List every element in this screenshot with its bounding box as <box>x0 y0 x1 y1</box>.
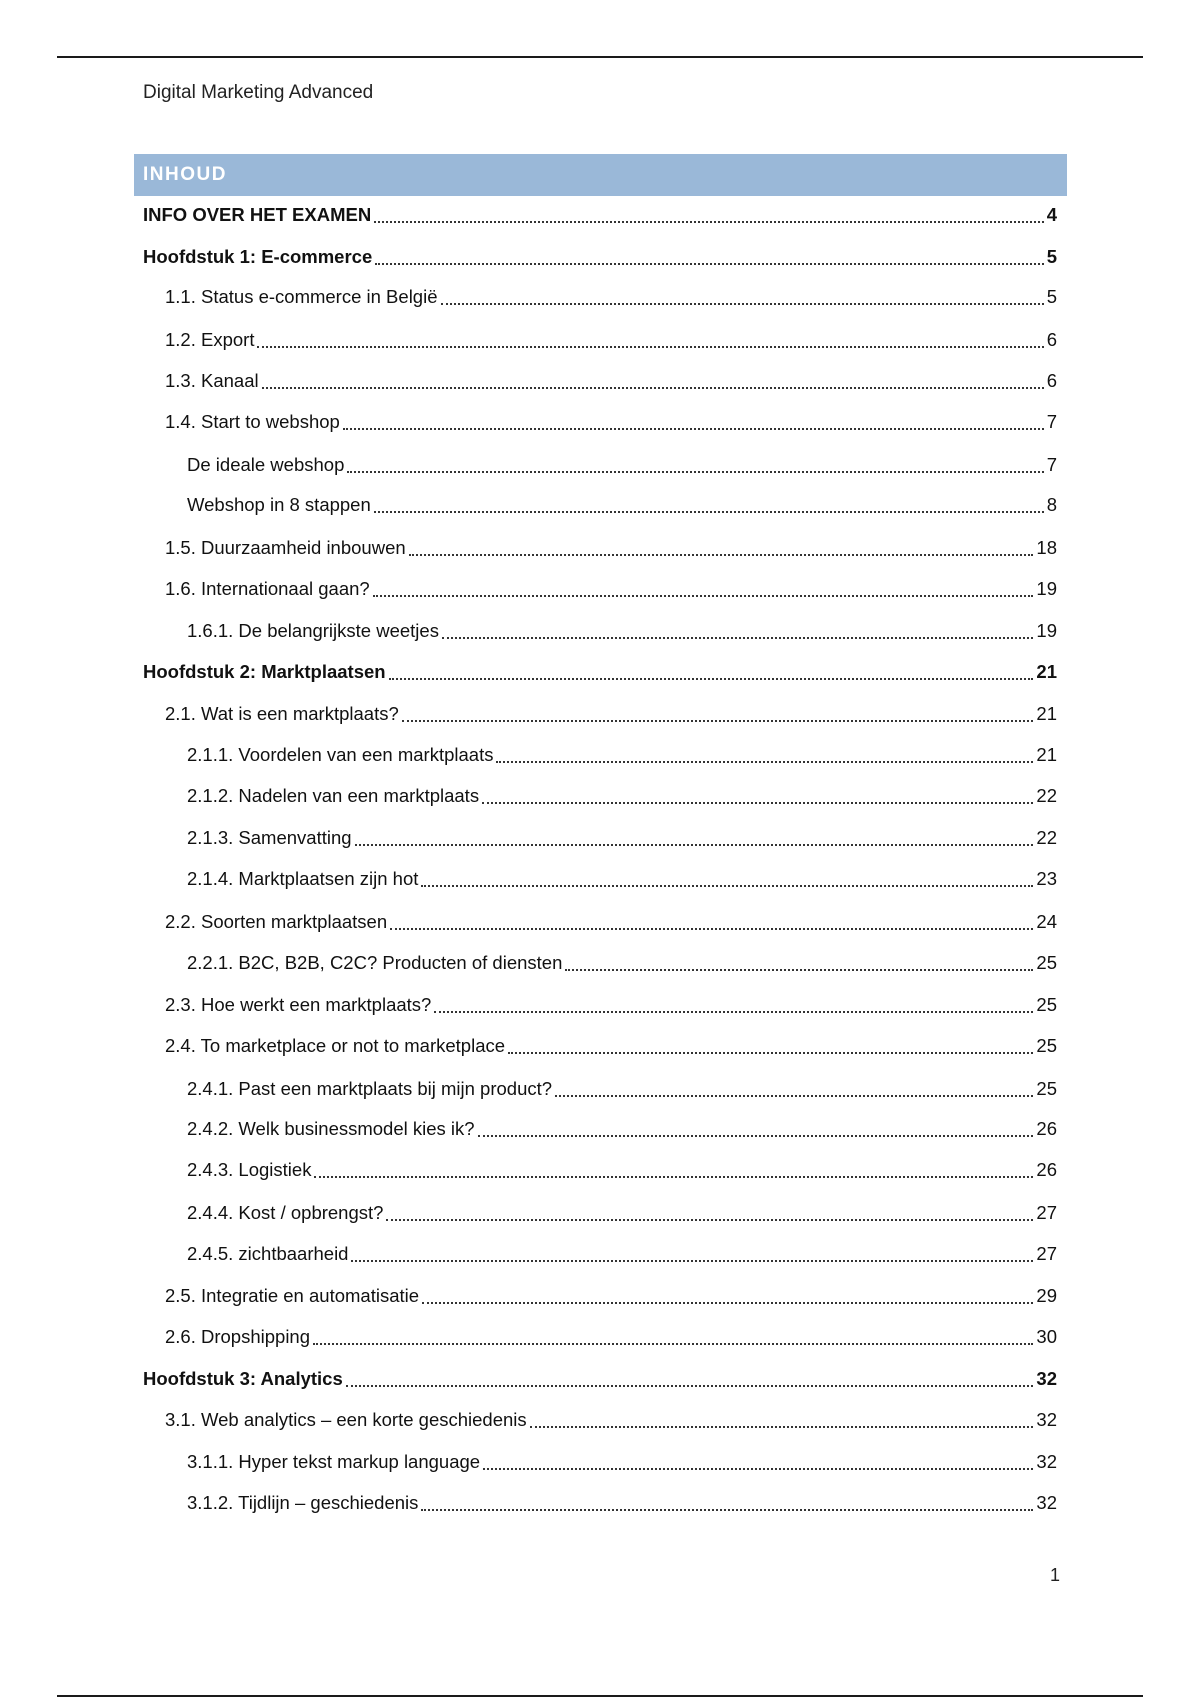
toc-heading: INHOUD <box>134 154 1067 196</box>
toc-entry[interactable] <box>187 1155 1057 1185</box>
toc-entry-page: 21 <box>1036 703 1057 724</box>
toc-entry-page: 25 <box>1036 994 1057 1015</box>
toc-dot-leader <box>402 718 1034 722</box>
toc-dot-leader <box>482 800 1033 804</box>
toc-entry-page: 25 <box>1036 952 1057 973</box>
toc-entry-page: 5 <box>1046 286 1057 307</box>
toc-entry-page: 29 <box>1036 1285 1057 1306</box>
toc-entry[interactable] <box>165 1405 1057 1435</box>
toc-entry-title: 1.3. Kanaal <box>165 370 259 391</box>
toc-dot-leader <box>314 1174 1033 1178</box>
toc-entry[interactable] <box>187 616 1057 646</box>
toc-entry-page: 25 <box>1036 1078 1057 1099</box>
toc-dot-leader <box>555 1093 1033 1097</box>
toc-entry-page: 23 <box>1036 868 1057 889</box>
toc-entry-title: 3.1.2. Tijdlijn – geschiedenis <box>187 1492 419 1513</box>
toc-entry[interactable] <box>143 657 1057 687</box>
toc-entry-page: 27 <box>1036 1243 1057 1264</box>
toc-entry[interactable] <box>143 242 1057 272</box>
toc-entry[interactable] <box>165 533 1057 563</box>
toc-entry[interactable] <box>165 325 1057 355</box>
toc-dot-leader <box>421 883 1033 887</box>
toc-entry-page: 30 <box>1036 1326 1057 1347</box>
toc-entry[interactable] <box>187 1239 1057 1269</box>
toc-entry-page: 5 <box>1046 246 1057 267</box>
toc-entry-title: 2.2.1. B2C, B2B, C2C? Producten of diensten <box>187 952 563 973</box>
toc-entry[interactable] <box>187 864 1057 894</box>
bottom-rule <box>57 1695 1143 1697</box>
toc-entry-page: 4 <box>1046 204 1057 225</box>
toc-entry-title: De ideale webshop <box>187 454 345 475</box>
toc-entry-title: 2.1.1. Voordelen van een marktplaats <box>187 744 494 765</box>
top-rule <box>57 56 1143 58</box>
toc-entry-title: INFO OVER HET EXAMEN <box>143 204 372 225</box>
toc-entry[interactable] <box>165 907 1057 937</box>
toc-dot-leader <box>351 1258 1033 1262</box>
toc-dot-leader <box>386 1217 1033 1221</box>
toc-dot-leader <box>346 1383 1034 1387</box>
toc-entry[interactable] <box>187 1198 1057 1228</box>
toc-entry-page: 22 <box>1036 827 1057 848</box>
toc-dot-leader <box>375 261 1043 265</box>
toc-entry[interactable] <box>165 1281 1057 1311</box>
toc-entry[interactable] <box>187 948 1057 978</box>
toc-entry[interactable] <box>187 1114 1057 1144</box>
toc-entry[interactable] <box>165 990 1057 1020</box>
toc-entry-page: 18 <box>1036 537 1057 558</box>
toc-dot-leader <box>374 219 1044 223</box>
toc-entry-title: 1.6.1. De belangrijkste weetjes <box>187 620 439 641</box>
toc-entry[interactable] <box>187 490 1057 520</box>
running-header: Digital Marketing Advanced <box>143 82 374 103</box>
toc-entry-page: 21 <box>1036 744 1057 765</box>
toc-dot-leader <box>373 593 1034 597</box>
toc-entry[interactable] <box>187 1488 1057 1518</box>
page-number: 1 <box>1049 1565 1060 1585</box>
toc-entry[interactable] <box>187 823 1057 853</box>
toc-dot-leader <box>374 509 1044 513</box>
toc-entry-title: 2.3. Hoe werkt een marktplaats? <box>165 994 432 1015</box>
toc-dot-leader <box>347 469 1043 473</box>
toc-entry-title: 1.6. Internationaal gaan? <box>165 578 370 599</box>
toc-entry-title: 2.4.1. Past een marktplaats bij mijn product? <box>187 1078 553 1099</box>
toc-dot-leader <box>389 676 1034 680</box>
toc-entry-title: 2.1.2. Nadelen van een marktplaats <box>187 785 480 806</box>
toc-entry[interactable] <box>165 407 1057 437</box>
toc-dot-leader <box>390 926 1033 930</box>
toc-entry-title: 1.4. Start to webshop <box>165 411 340 432</box>
toc-dot-leader <box>442 635 1033 639</box>
toc-entry-title: 2.2. Soorten marktplaatsen <box>165 911 388 932</box>
toc-dot-leader <box>508 1050 1033 1054</box>
toc-entry-page: 32 <box>1036 1409 1057 1430</box>
toc-entry-page: 24 <box>1036 911 1057 932</box>
toc-entry-title: 2.4. To marketplace or not to marketplace <box>165 1035 506 1056</box>
toc-entry-title: 3.1. Web analytics – een korte geschiedenis <box>165 1409 527 1430</box>
toc-entry-title: 2.4.4. Kost / opbrengst? <box>187 1202 384 1223</box>
toc-entry-page: 7 <box>1046 454 1057 475</box>
toc-entry-page: 32 <box>1036 1368 1057 1389</box>
toc-entry-title: Webshop in 8 stappen <box>187 494 371 515</box>
toc-dot-leader <box>565 967 1033 971</box>
toc-entry-title: Hoofdstuk 1: E-commerce <box>143 246 373 267</box>
toc-entry-title: 2.1.4. Marktplaatsen zijn hot <box>187 868 419 889</box>
toc-entry-page: 22 <box>1036 785 1057 806</box>
toc-entry-page: 26 <box>1036 1118 1057 1139</box>
toc-dot-leader <box>478 1133 1034 1137</box>
toc-entry-title: 2.4.2. Welk businessmodel kies ik? <box>187 1118 475 1139</box>
toc-entry-page: 32 <box>1036 1451 1057 1472</box>
toc-entry[interactable] <box>165 1031 1057 1061</box>
toc-dot-leader <box>496 759 1033 763</box>
toc-dot-leader <box>262 385 1044 389</box>
toc-entry-page: 6 <box>1046 329 1057 350</box>
toc-entry-title: 1.2. Export <box>165 329 255 350</box>
toc-dot-leader <box>409 552 1034 556</box>
toc-dot-leader <box>441 301 1044 305</box>
toc-entry-page: 7 <box>1046 411 1057 432</box>
toc-dot-leader <box>355 842 1034 846</box>
toc-dot-leader <box>422 1300 1033 1304</box>
toc-entry[interactable] <box>187 450 1057 480</box>
toc-dot-leader <box>257 344 1043 348</box>
toc-entry-title: 2.4.3. Logistiek <box>187 1159 312 1180</box>
toc-entry-title: 2.5. Integratie en automatisatie <box>165 1285 420 1306</box>
toc-entry[interactable] <box>187 740 1057 770</box>
toc-entry-page: 25 <box>1036 1035 1057 1056</box>
toc-entry-page: 26 <box>1036 1159 1057 1180</box>
toc-entry[interactable] <box>165 574 1057 604</box>
toc-entry-title: 3.1.1. Hyper tekst markup language <box>187 1451 481 1472</box>
toc-dot-leader <box>343 426 1044 430</box>
toc-entry[interactable] <box>165 282 1057 312</box>
toc-entry-page: 19 <box>1036 620 1057 641</box>
toc-entry-title: 2.1.3. Samenvatting <box>187 827 352 848</box>
toc-entry[interactable] <box>187 1074 1057 1104</box>
toc-entry-title: Hoofdstuk 3: Analytics <box>143 1368 343 1389</box>
toc-entry-title: 2.4.5. zichtbaarheid <box>187 1243 349 1264</box>
toc-dot-leader <box>483 1466 1033 1470</box>
toc-entry[interactable] <box>165 1322 1057 1352</box>
toc-entry[interactable] <box>187 781 1057 811</box>
toc-entry[interactable] <box>143 200 1057 230</box>
toc-dot-leader <box>313 1341 1033 1345</box>
toc-entry[interactable] <box>165 366 1057 396</box>
toc-entry-title: 1.5. Duurzaamheid inbouwen <box>165 537 406 558</box>
toc-dot-leader <box>421 1507 1033 1511</box>
toc-entry-page: 6 <box>1046 370 1057 391</box>
toc-entry-title: 1.1. Status e-commerce in België <box>165 286 438 307</box>
toc-entry-page: 19 <box>1036 578 1057 599</box>
toc-entry-page: 32 <box>1036 1492 1057 1513</box>
toc-entry-title: 2.1. Wat is een marktplaats? <box>165 703 399 724</box>
toc-entry-page: 8 <box>1046 494 1057 515</box>
toc-entry[interactable] <box>187 1447 1057 1477</box>
toc-entry-title: Hoofdstuk 2: Marktplaatsen <box>143 661 386 682</box>
toc-entry[interactable] <box>143 1364 1057 1394</box>
toc-entry-page: 27 <box>1036 1202 1057 1223</box>
toc-entry-page: 21 <box>1036 661 1057 682</box>
toc-dot-leader <box>434 1009 1033 1013</box>
toc-entry-title: 2.6. Dropshipping <box>165 1326 311 1347</box>
toc-dot-leader <box>530 1424 1034 1428</box>
toc-entry[interactable] <box>165 699 1057 729</box>
